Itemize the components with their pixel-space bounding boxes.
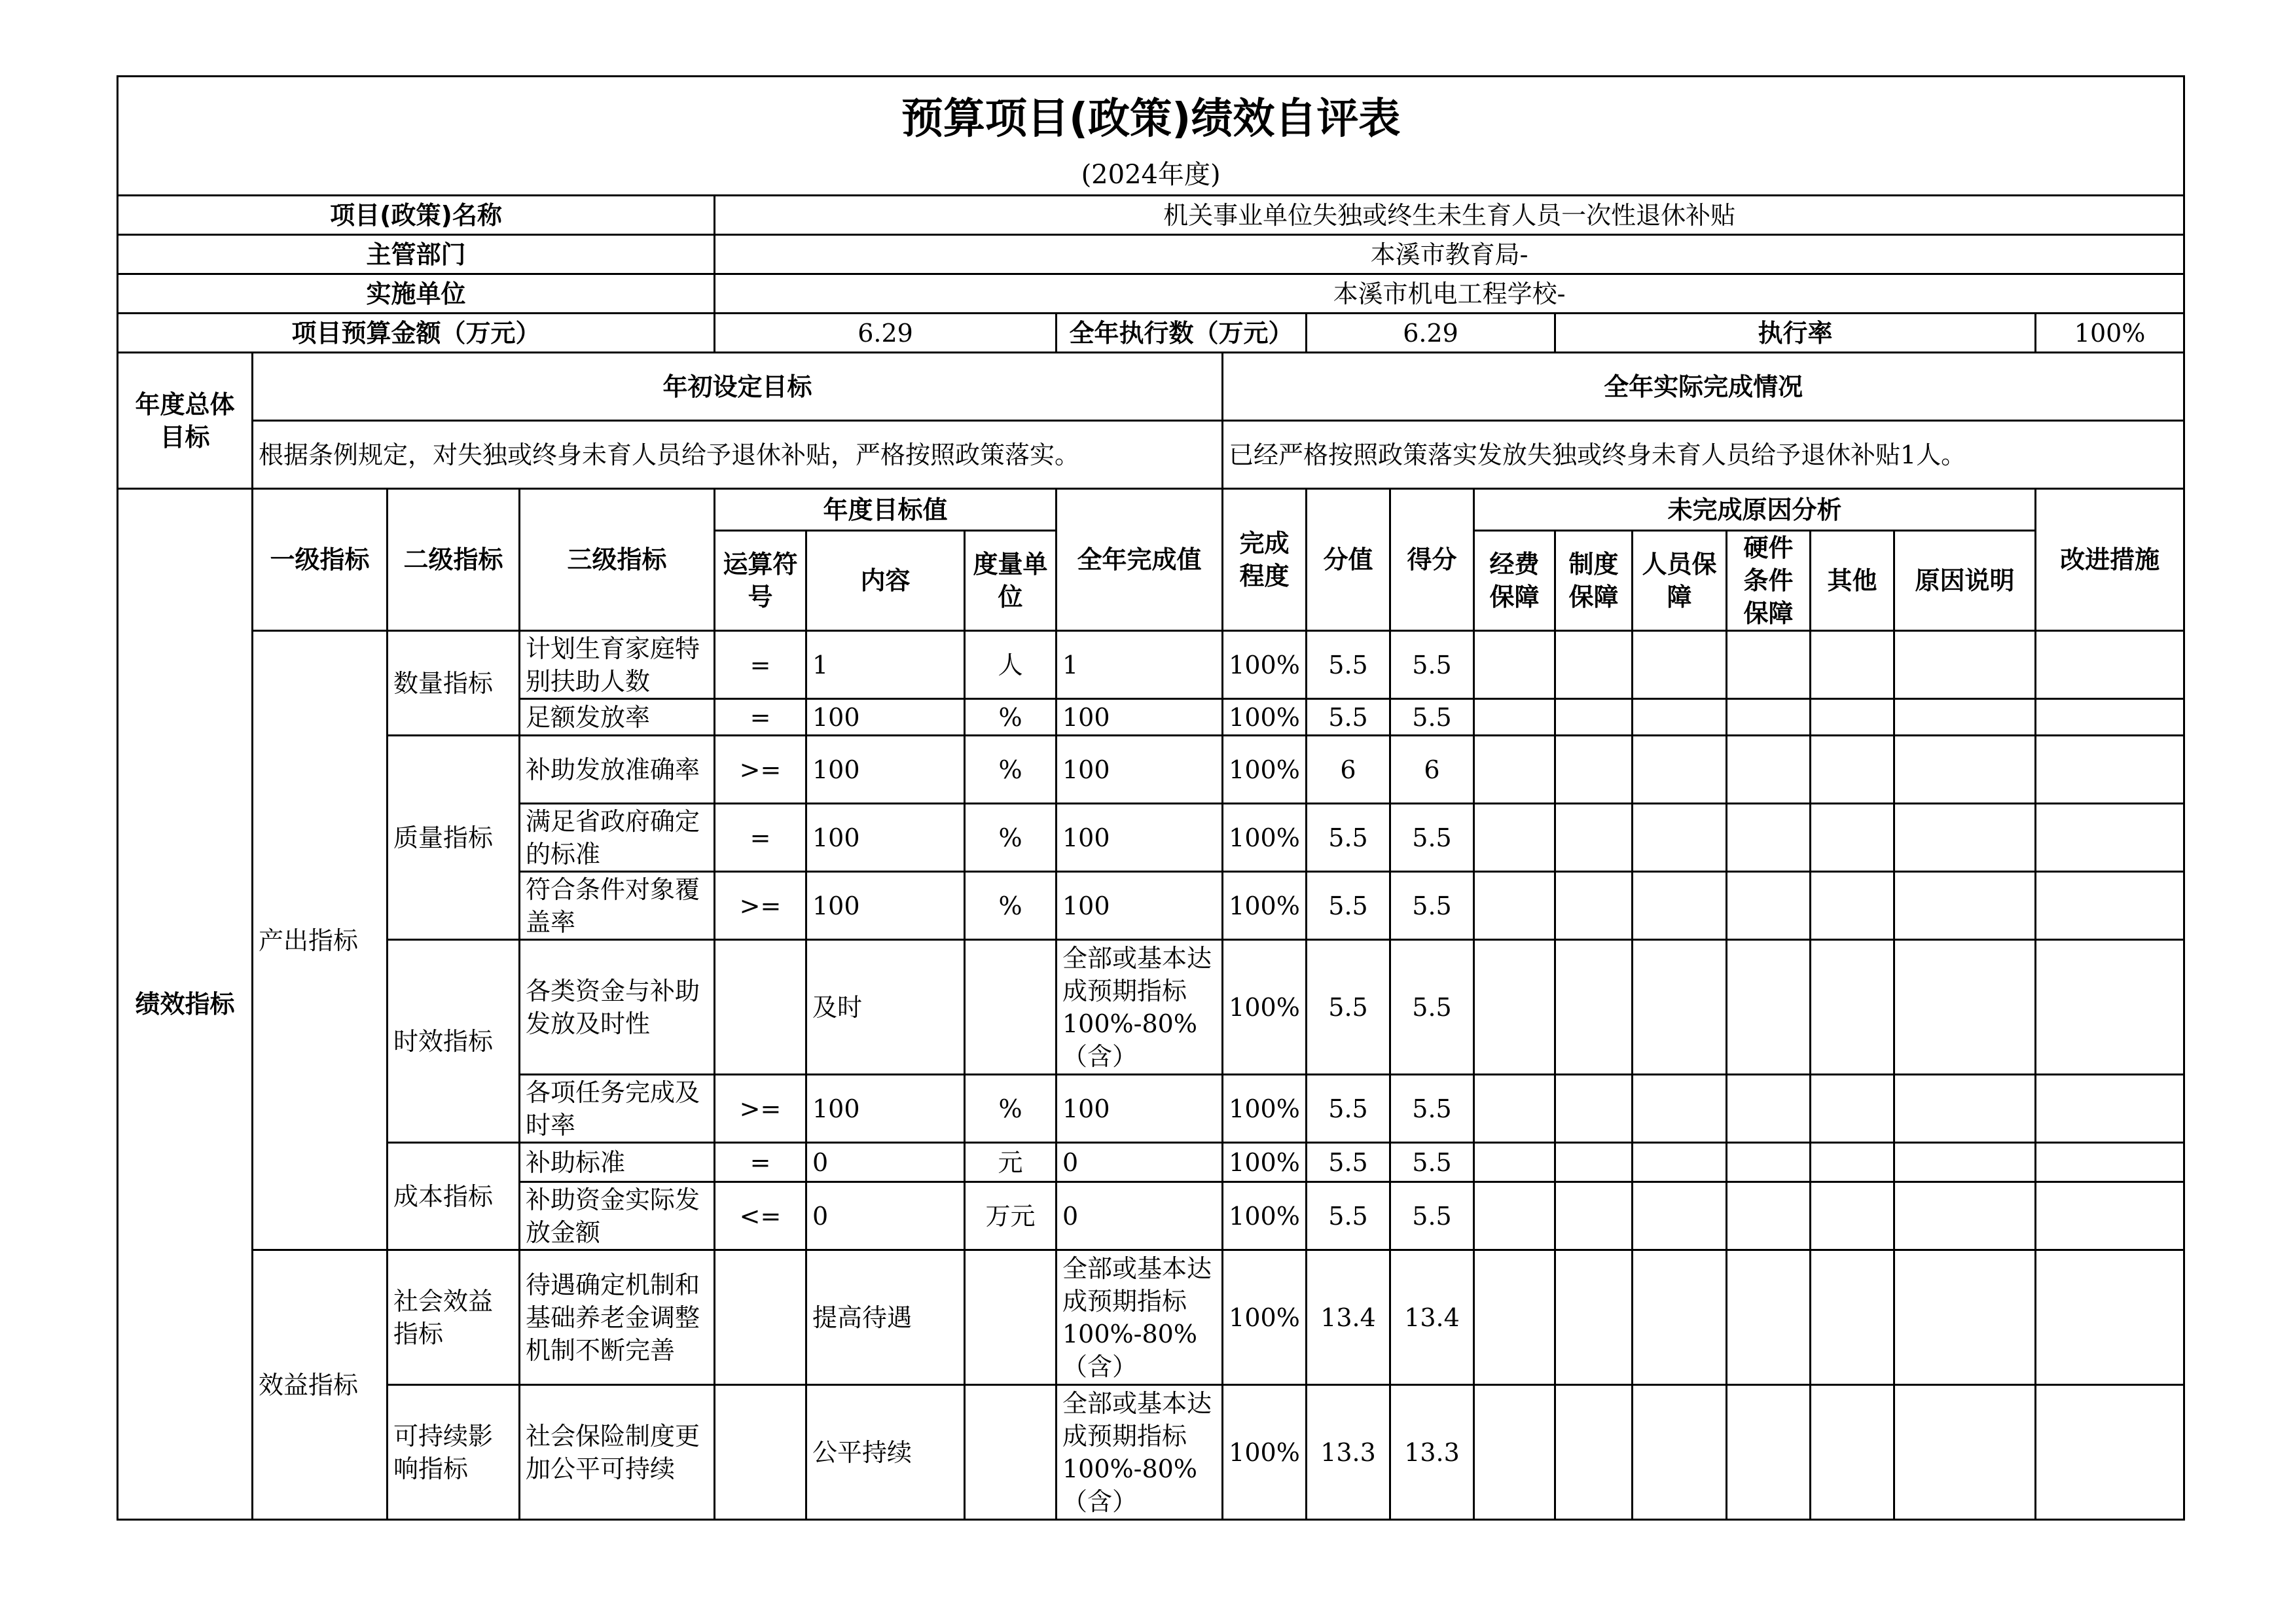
indicator-operator (715, 940, 806, 1075)
hardware-cell (1727, 736, 1811, 804)
indicator-name: 足额发放率 (520, 699, 715, 736)
system-cell (1555, 631, 1633, 699)
staff-guarantee-header: 人员保障 (1633, 531, 1727, 631)
indicator-unit: % (965, 804, 1057, 872)
indicator-score-value: 5.5 (1307, 1075, 1390, 1143)
indicator-name: 满足省政府确定的标准 (520, 804, 715, 872)
other-cell (1811, 1182, 1894, 1250)
reason-note-cell (1894, 736, 2036, 804)
indicator-operator: >= (715, 736, 806, 804)
other-cell (1811, 804, 1894, 872)
level2-cost: 成本指标 (388, 1143, 520, 1250)
indicator-content: 100 (806, 872, 965, 940)
indicator-name: 社会保险制度更加公平可持续 (520, 1385, 715, 1520)
system-guarantee-header: 制度保障 (1555, 531, 1633, 631)
indicator-score-value: 13.3 (1307, 1385, 1390, 1520)
improvement-header: 改进措施 (2036, 489, 2184, 631)
execution-rate-label: 执行率 (1555, 314, 2036, 353)
indicator-score: 5.5 (1390, 1182, 1474, 1250)
indicator-name: 补助标准 (520, 1143, 715, 1182)
indicator-operator: >= (715, 1075, 806, 1143)
improvement-cell (2036, 699, 2184, 736)
other-cell (1811, 699, 1894, 736)
self-evaluation-sheet (117, 75, 2183, 1521)
other-cell (1811, 1385, 1894, 1520)
indicator-name: 各类资金与补助发放及时性 (520, 940, 715, 1075)
indicator-score-value: 13.4 (1307, 1250, 1390, 1385)
fund-cell (1474, 736, 1555, 804)
reason-note-cell (1894, 631, 2036, 699)
fiscal-year: (2024年度) (118, 155, 2184, 196)
fund-cell (1474, 940, 1555, 1075)
indicator-content: 100 (806, 804, 965, 872)
evaluation-table (117, 75, 2185, 1521)
indicator-actual: 全部或基本达成预期指标100%-80%（含） (1057, 1250, 1223, 1385)
system-cell (1555, 736, 1633, 804)
annual-execution-label: 全年执行数（万元） (1057, 314, 1307, 353)
other-cell (1811, 736, 1894, 804)
hardware-cell (1727, 804, 1811, 872)
indicator-content: 及时 (806, 940, 965, 1075)
level2-quantity: 数量指标 (388, 631, 520, 736)
indicator-content: 1 (806, 631, 965, 699)
hardware-cell (1727, 940, 1811, 1075)
system-cell (1555, 1143, 1633, 1182)
indicator-score-value: 6 (1307, 736, 1390, 804)
improvement-cell (2036, 736, 2184, 804)
indicator-name: 补助资金实际发放金额 (520, 1182, 715, 1250)
budget-amount-label: 项目预算金额（万元） (118, 314, 715, 353)
actual-completion-text: 已经严格按照政策落实发放失独或终身未育人员给予退休补贴1人。 (1223, 421, 2184, 489)
staff-cell (1633, 631, 1727, 699)
indicator-content: 100 (806, 699, 965, 736)
hardware-guarantee-header: 硬件条件保障 (1727, 531, 1811, 631)
staff-cell (1633, 699, 1727, 736)
indicator-degree: 100% (1223, 1250, 1307, 1385)
indicator-degree: 100% (1223, 804, 1307, 872)
hardware-cell (1727, 1143, 1811, 1182)
indicator-actual: 0 (1057, 1143, 1223, 1182)
system-cell (1555, 804, 1633, 872)
indicator-score: 5.5 (1390, 804, 1474, 872)
indicator-degree: 100% (1223, 736, 1307, 804)
reason-note-cell (1894, 1182, 2036, 1250)
staff-cell (1633, 1075, 1727, 1143)
system-cell (1555, 872, 1633, 940)
indicator-score: 13.3 (1390, 1385, 1474, 1520)
system-cell (1555, 1385, 1633, 1520)
indicator-content: 0 (806, 1182, 965, 1250)
level2-quality: 质量指标 (388, 736, 520, 940)
other-cell (1811, 1075, 1894, 1143)
page-title: 预算项目(政策)绩效自评表 (118, 77, 2184, 155)
level2-sustainability: 可持续影响指标 (388, 1385, 520, 1520)
system-cell (1555, 1250, 1633, 1385)
completion-degree-header: 完成程度 (1223, 489, 1307, 631)
indicator-content: 提高待遇 (806, 1250, 965, 1385)
indicator-actual: 0 (1057, 1182, 1223, 1250)
indicator-operator (715, 1250, 806, 1385)
reason-note-cell (1894, 804, 2036, 872)
level1-benefit: 效益指标 (253, 1250, 388, 1520)
indicator-operator (715, 1385, 806, 1520)
indicator-unit: % (965, 872, 1057, 940)
reason-note-cell (1894, 699, 2036, 736)
indicator-unit: % (965, 699, 1057, 736)
indicator-name: 补助发放准确率 (520, 736, 715, 804)
indicator-actual: 100 (1057, 804, 1223, 872)
indicator-score: 5.5 (1390, 631, 1474, 699)
other-cell (1811, 940, 1894, 1075)
improvement-cell (2036, 1385, 2184, 1520)
system-cell (1555, 1075, 1633, 1143)
hardware-cell (1727, 631, 1811, 699)
budget-amount-value: 6.29 (715, 314, 1057, 353)
improvement-cell (2036, 1143, 2184, 1182)
system-cell (1555, 940, 1633, 1075)
indicator-score-value: 5.5 (1307, 699, 1390, 736)
indicator-unit: % (965, 1075, 1057, 1143)
staff-cell (1633, 872, 1727, 940)
staff-cell (1633, 1182, 1727, 1250)
staff-cell (1633, 940, 1727, 1075)
indicator-score-value: 5.5 (1307, 1143, 1390, 1182)
department-value: 本溪市教育局- (715, 235, 2184, 274)
indicator-unit: 元 (965, 1143, 1057, 1182)
indicator-degree: 100% (1223, 699, 1307, 736)
annual-execution-value: 6.29 (1307, 314, 1555, 353)
level2-header: 二级指标 (388, 489, 520, 631)
indicator-actual: 100 (1057, 872, 1223, 940)
level1-output: 产出指标 (253, 631, 388, 1250)
indicator-name: 待遇确定机制和基础养老金调整机制不断完善 (520, 1250, 715, 1385)
indicator-actual: 1 (1057, 631, 1223, 699)
indicator-actual: 全部或基本达成预期指标100%-80%（含） (1057, 940, 1223, 1075)
hardware-cell (1727, 1250, 1811, 1385)
reason-note-cell (1894, 1250, 2036, 1385)
implementing-unit-value: 本溪市机电工程学校- (715, 274, 2184, 314)
hardware-cell (1727, 872, 1811, 940)
indicator-content: 100 (806, 1075, 965, 1143)
other-cell (1811, 1143, 1894, 1182)
staff-cell (1633, 1385, 1727, 1520)
content-header: 内容 (806, 531, 965, 631)
unit-header: 度量单位 (965, 531, 1057, 631)
staff-cell (1633, 736, 1727, 804)
indicator-score: 5.5 (1390, 1075, 1474, 1143)
indicator-unit: 万元 (965, 1182, 1057, 1250)
fund-cell (1474, 1143, 1555, 1182)
indicator-content: 公平持续 (806, 1385, 965, 1520)
fund-cell (1474, 1250, 1555, 1385)
indicator-unit (965, 1250, 1057, 1385)
indicator-score: 6 (1390, 736, 1474, 804)
indicator-score: 5.5 (1390, 940, 1474, 1075)
reason-note-cell (1894, 872, 2036, 940)
reason-note-cell (1894, 1385, 2036, 1520)
improvement-cell (2036, 631, 2184, 699)
project-name-value: 机关事业单位失独或终生未生育人员一次性退休补贴 (715, 196, 2184, 235)
fund-cell (1474, 1075, 1555, 1143)
indicator-unit: 人 (965, 631, 1057, 699)
indicator-name: 各项任务完成及时率 (520, 1075, 715, 1143)
level2-timeliness: 时效指标 (388, 940, 520, 1143)
indicator-unit (965, 940, 1057, 1075)
improvement-cell (2036, 804, 2184, 872)
indicator-unit (965, 1385, 1057, 1520)
other-cell (1811, 1250, 1894, 1385)
implementing-unit-label: 实施单位 (118, 274, 715, 314)
level2-social-benefit: 社会效益指标 (388, 1250, 520, 1385)
other-reason-header: 其他 (1811, 531, 1894, 631)
other-cell (1811, 631, 1894, 699)
score-header: 得分 (1390, 489, 1474, 631)
indicator-degree: 100% (1223, 940, 1307, 1075)
indicator-score: 13.4 (1390, 1250, 1474, 1385)
indicator-operator: >= (715, 872, 806, 940)
fund-guarantee-header: 经费保障 (1474, 531, 1555, 631)
indicator-actual: 100 (1057, 699, 1223, 736)
indicator-actual: 100 (1057, 736, 1223, 804)
indicator-name: 计划生育家庭特别扶助人数 (520, 631, 715, 699)
indicator-degree: 100% (1223, 872, 1307, 940)
project-name-label: 项目(政策)名称 (118, 196, 715, 235)
indicator-actual: 100 (1057, 1075, 1223, 1143)
system-cell (1555, 699, 1633, 736)
indicator-name: 符合条件对象覆盖率 (520, 872, 715, 940)
hardware-cell (1727, 699, 1811, 736)
indicator-actual: 全部或基本达成预期指标100%-80%（含） (1057, 1385, 1223, 1520)
improvement-cell (2036, 1075, 2184, 1143)
fund-cell (1474, 699, 1555, 736)
execution-rate-value: 100% (2036, 314, 2184, 353)
initial-goal-text: 根据条例规定，对失独或终身未育人员给予退休补贴，严格按照政策落实。 (253, 421, 1223, 489)
department-label: 主管部门 (118, 235, 715, 274)
system-cell (1555, 1182, 1633, 1250)
indicator-score: 5.5 (1390, 1143, 1474, 1182)
indicator-operator: = (715, 699, 806, 736)
level3-header: 三级指标 (520, 489, 715, 631)
indicator-score-value: 5.5 (1307, 940, 1390, 1075)
indicator-degree: 100% (1223, 1075, 1307, 1143)
indicator-operator: <= (715, 1182, 806, 1250)
level1-header: 一级指标 (253, 489, 388, 631)
fund-cell (1474, 1182, 1555, 1250)
improvement-cell (2036, 1250, 2184, 1385)
reason-note-cell (1894, 940, 2036, 1075)
indicator-degree: 100% (1223, 631, 1307, 699)
indicator-operator: = (715, 804, 806, 872)
improvement-cell (2036, 872, 2184, 940)
reason-note-cell (1894, 1075, 2036, 1143)
fund-cell (1474, 1385, 1555, 1520)
staff-cell (1633, 1143, 1727, 1182)
indicator-degree: 100% (1223, 1385, 1307, 1520)
operator-header: 运算符号 (715, 531, 806, 631)
indicator-score-value: 5.5 (1307, 872, 1390, 940)
indicator-score-value: 5.5 (1307, 804, 1390, 872)
indicator-degree: 100% (1223, 1182, 1307, 1250)
hardware-cell (1727, 1075, 1811, 1143)
hardware-cell (1727, 1385, 1811, 1520)
indicator-score: 5.5 (1390, 872, 1474, 940)
reason-note-header: 原因说明 (1894, 531, 2036, 631)
improvement-cell (2036, 940, 2184, 1075)
indicator-operator: = (715, 1143, 806, 1182)
hardware-cell (1727, 1182, 1811, 1250)
indicator-score-value: 5.5 (1307, 631, 1390, 699)
indicator-score-value: 5.5 (1307, 1182, 1390, 1250)
fund-cell (1474, 872, 1555, 940)
indicator-content: 100 (806, 736, 965, 804)
annual-goal-label: 年度总体目标 (118, 353, 253, 489)
indicator-degree: 100% (1223, 1143, 1307, 1182)
score-value-header: 分值 (1307, 489, 1390, 631)
staff-cell (1633, 1250, 1727, 1385)
indicator-content: 0 (806, 1143, 965, 1182)
indicator-score: 5.5 (1390, 699, 1474, 736)
performance-indicators-label: 绩效指标 (118, 489, 253, 1520)
staff-cell (1633, 804, 1727, 872)
fund-cell (1474, 631, 1555, 699)
annual-target-header: 年度目标值 (715, 489, 1057, 531)
indicator-operator: = (715, 631, 806, 699)
actual-value-header: 全年完成值 (1057, 489, 1223, 631)
unfinished-reason-header: 未完成原因分析 (1474, 489, 2036, 531)
reason-note-cell (1894, 1143, 2036, 1182)
initial-goal-header: 年初设定目标 (253, 353, 1223, 421)
actual-completion-header: 全年实际完成情况 (1223, 353, 2184, 421)
fund-cell (1474, 804, 1555, 872)
indicator-unit: % (965, 736, 1057, 804)
improvement-cell (2036, 1182, 2184, 1250)
other-cell (1811, 872, 1894, 940)
